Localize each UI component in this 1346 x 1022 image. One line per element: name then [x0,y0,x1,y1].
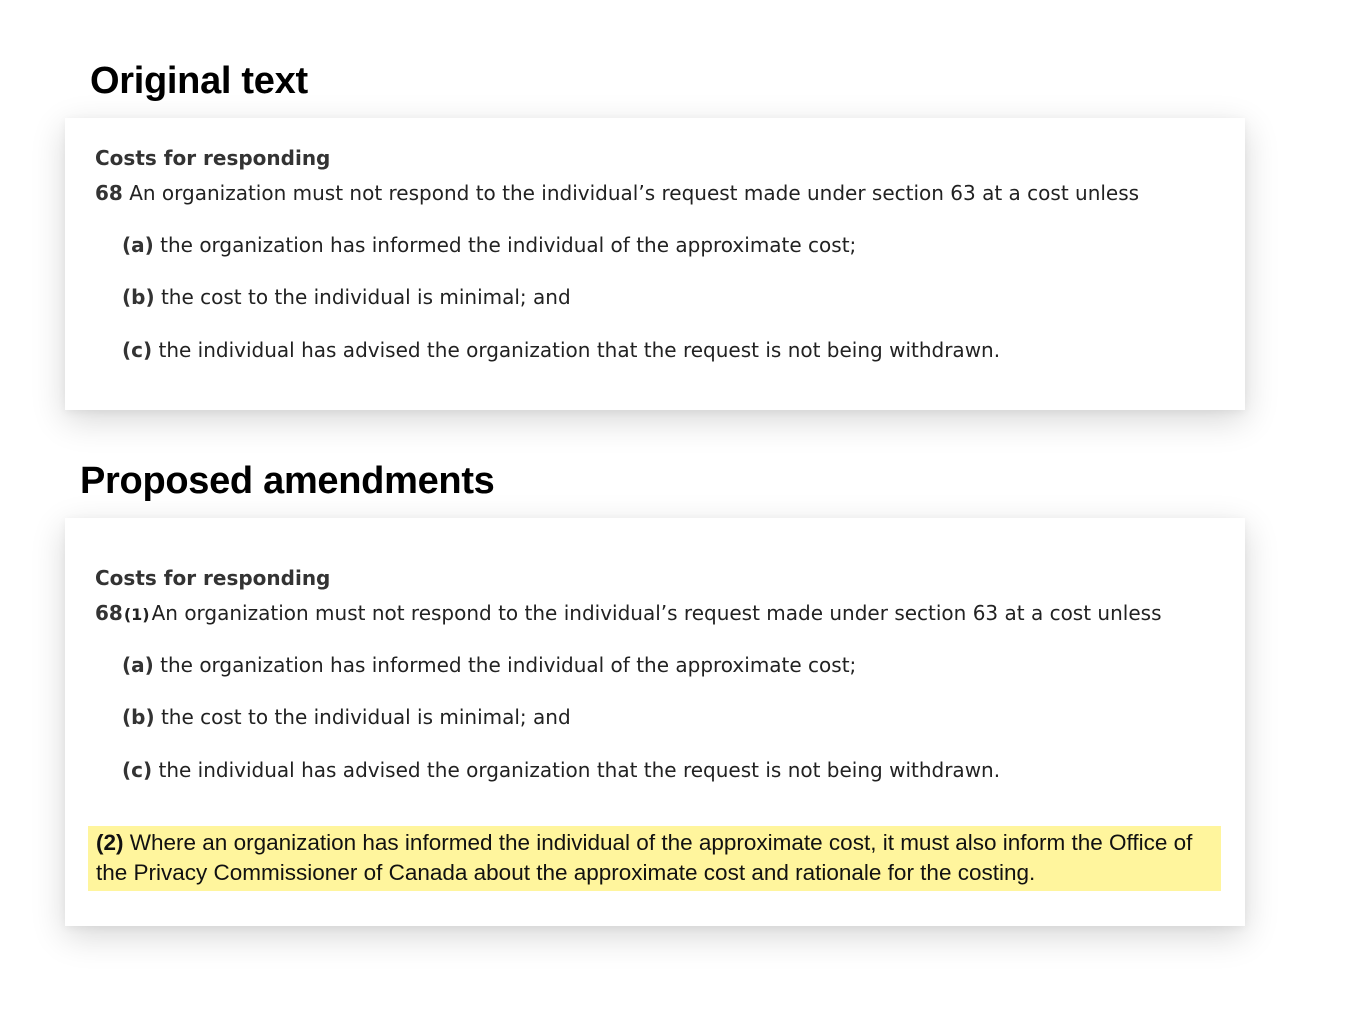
paragraph-text: the organization has informed the individual of the approximate cost; [160,653,857,677]
paragraph-text: the cost to the individual is minimal; and [160,285,571,309]
paragraph-text: the organization has informed the individual of the approximate cost; [160,233,857,257]
paragraph-a [122,233,856,257]
paragraph-c [122,338,1000,362]
section-68-intro [95,601,1161,625]
original-text-card [65,118,1245,410]
section-intro-text: An organization must not respond to the individual’s request made under section 63 at a cost unless [151,601,1162,625]
original-text-heading: Original text [90,60,308,102]
new-subsection-text: Where an organization has informed the individual of the approximate cost, it must also inform the Office of the Privacy Commissioner of Canada about the approximate cost and rationale for the costing. [96,830,1193,885]
proposed-amendments-card [65,518,1245,926]
proposed-amendments-heading: Proposed amendments [80,460,495,502]
paragraph-text: the individual has advised the organization that the request is not being withdrawn. [158,338,1001,362]
paragraph-label: (b) [122,285,155,309]
new-subsection-highlight [88,826,1221,891]
paragraph-label: (c) [122,338,153,362]
paragraph-label: (b) [122,705,155,729]
paragraph-label: (a) [122,233,154,257]
section-number: 68 [95,181,123,205]
subsection-number: (1) [123,605,150,624]
paragraph-label: (a) [122,653,154,677]
section-number: 68 [95,601,123,625]
section-68-intro [95,181,1139,205]
section-title: Costs for responding [95,566,331,590]
paragraph-b [122,705,571,729]
paragraph-label: (c) [122,758,153,782]
section-intro-text: An organization must not respond to the individual’s request made under section 63 at a cost unless [129,181,1140,205]
paragraph-b [122,285,571,309]
paragraph-text: the individual has advised the organization that the request is not being withdrawn. [158,758,1001,782]
paragraph-text: the cost to the individual is minimal; and [160,705,571,729]
section-title: Costs for responding [95,146,331,170]
paragraph-c [122,758,1000,782]
paragraph-a [122,653,856,677]
new-subsection-label: (2) [96,830,124,855]
